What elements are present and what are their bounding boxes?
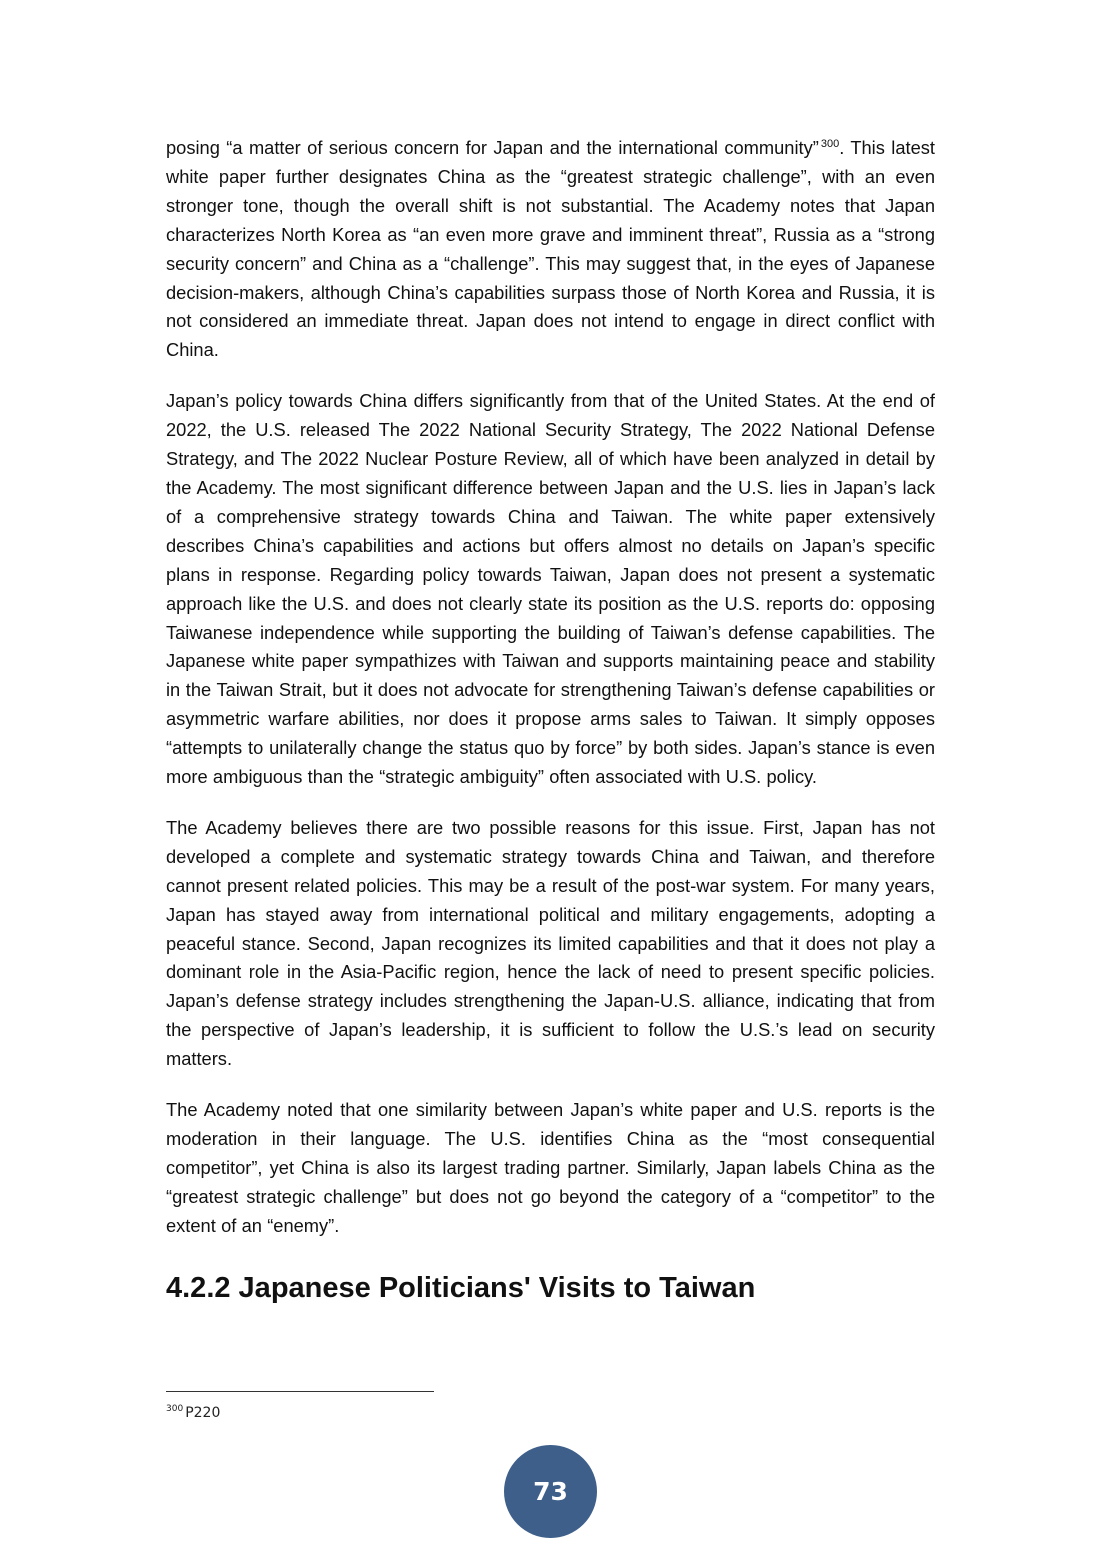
paragraph-4: The Academy noted that one similarity between Japan’s white paper and U.S. reports is the moderation in their language. The U.S. identifies China as the “most consequential competitor”, yet China is also its largest trading partner. Similarly, Japan labels China as the “greatest strategic challenge” but does not go beyond the category of a “competitor” to the extent of an “enemy”. (166, 1099, 935, 1236)
page-number: 73 (533, 1477, 568, 1506)
paragraph-1 (166, 134, 935, 365)
footnote-text: P220 (185, 1405, 221, 1421)
page-number-badge (504, 1445, 597, 1538)
paragraph-2: Japan’s policy towards China differs significantly from that of the United States. At the end of 2022, the U.S. released The 2022 National Security Strategy, The 2022 National Defense Strategy, and The 2022 Nuclear Posture Review, all of which have been analyzed in detail by the Academy. The most significant difference between Japan and the U.S. lies in Japan’s lack of a comprehensive strategy towards China and Taiwan. The white paper extensively describes China’s capabilities and actions but offers almost no details on Japan’s specific plans in response. Regarding policy towards Taiwan, Japan does not present a systematic approach like the U.S. and does not clearly state its position as the U.S. reports do: opposing Taiwanese independence while supporting the building of Taiwan’s defense capabilities. The Japanese white paper sympathizes with Taiwan and supports maintaining peace and stability in the Taiwan Strait, but it does not advocate for strengthening Taiwan’s defense capabilities or asymmetric warfare abilities, nor does it propose arms sales to Taiwan. It simply opposes “attempts to unilaterally change the status quo by force” by both sides. Japan’s stance is even more ambiguous than the “strategic ambiguity” often associated with U.S. policy. (166, 390, 935, 788)
footnote (166, 1404, 220, 1422)
paragraph-3: The Academy believes there are two possible reasons for this issue. First, Japan has not developed a complete and systematic strategy towards China and Taiwan, and therefore cannot present related policies. This may be a result of the post-war system. For many years, Japan has stayed away from international political and military engagements, adopting a peaceful stance. Second, Japan recognizes its limited capabilities and that it does not play a dominant role in the Asia-Pacific region, hence the lack of need to present specific policies. Japan’s defense strategy includes strengthening the Japan-U.S. alliance, indicating that from the perspective of Japan’s leadership, it is sufficient to follow the U.S.’s lead on security matters. (166, 816, 935, 1070)
footnote-divider (166, 1391, 434, 1392)
paragraph-1-text: posing “a matter of serious concern for Japan and the international community” (166, 137, 819, 158)
paragraph-1-tail: . This latest white paper further designates China as the “greatest strategic challenge”, with an even stronger tone, though the overall shift is not substantial. The Academy notes that Japan characterizes North Korea as “an even more grave and imminent threat”, Russia as a “strong security concern” and China as a “challenge”. This may suggest that, in the eyes of Japanese decision-makers, although China’s capabilities surpass those of North Korea and Russia, it is not considered an immediate threat. Japan does not intend to engage in direct conflict with China. (166, 137, 935, 361)
footnote-reference-300[interactable]: 300 (820, 137, 840, 150)
footnote-number: 300 (166, 1404, 184, 1415)
section-heading: 4.2.2 Japanese Politicians' Visits to Taiwan (166, 1271, 756, 1304)
page-body (166, 134, 935, 1307)
